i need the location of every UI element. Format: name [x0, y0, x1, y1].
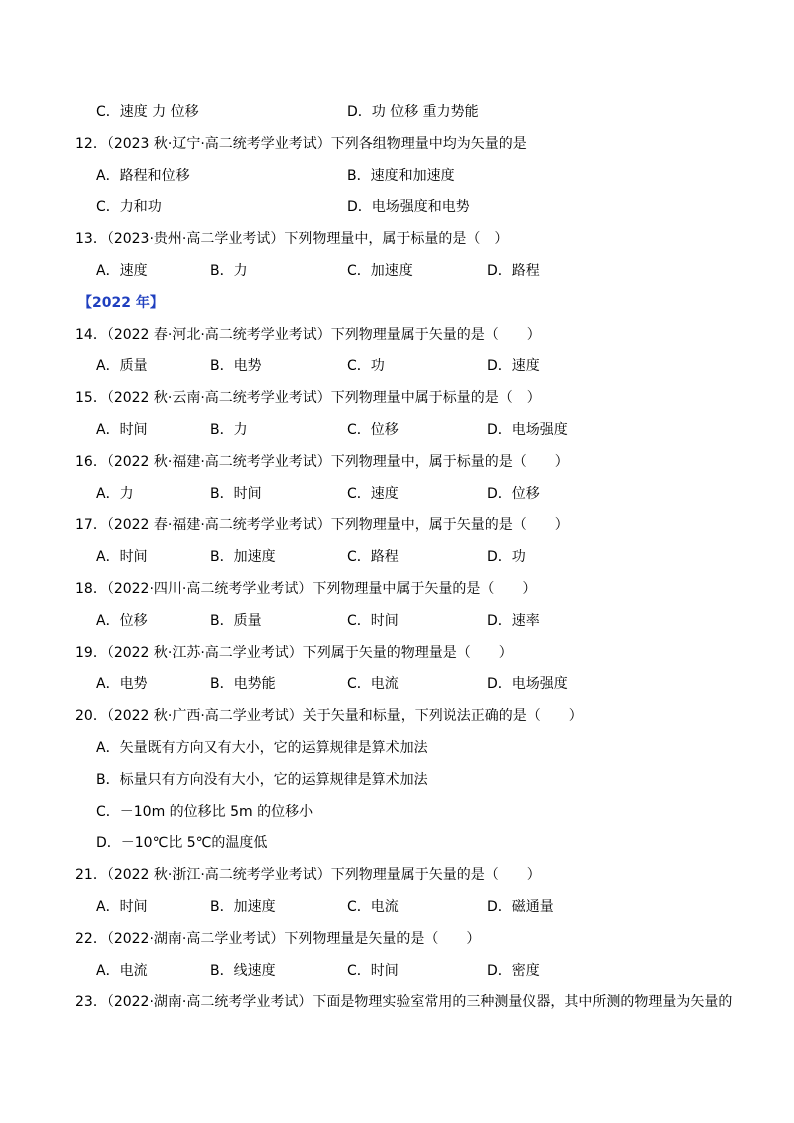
question-text: 15．（2022 秋·云南·高二统考学业考试）下列物理量中属于标量的是（ ）: [75, 390, 541, 406]
answer-option: B．力: [210, 422, 248, 438]
options-row: [0, 485, 794, 503]
question-text: 19．（2022 秋·江苏·高二学业考试）下列属于矢量的物理量是（ ）: [75, 645, 513, 661]
answer-option: B．电势能: [210, 676, 276, 692]
answer-option: A．质量: [96, 358, 148, 374]
answer-option: D．功 位移 重力势能: [347, 104, 479, 120]
options-row: [0, 739, 794, 757]
answer-option: C．加速度: [347, 263, 413, 279]
answer-option: A．时间: [96, 422, 148, 438]
answer-option: C．功: [347, 358, 385, 374]
question-text: 14．（2022 春·河北·高二统考学业考试）下列物理量属于矢量的是（ ）: [75, 327, 541, 343]
answer-option: D．速度: [487, 358, 540, 374]
answer-option: A．位移: [96, 613, 148, 629]
question-text: 17．（2022 春·福建·高二统考学业考试）下列物理量中，属于矢量的是（ ）: [75, 517, 569, 533]
answer-option: D．电场强度: [487, 676, 568, 692]
answer-option: C．－10m 的位移比 5m 的位移小: [96, 804, 314, 820]
options-row: [0, 834, 794, 852]
answer-option: D．电场强度和电势: [347, 199, 470, 215]
answer-option: B．线速度: [210, 963, 276, 979]
answer-option: A．时间: [96, 549, 148, 565]
question-text: 18．（2022·四川·高二统考学业考试）下列物理量中属于矢量的是（ ）: [75, 581, 537, 597]
answer-option: A．速度: [96, 263, 148, 279]
answer-option: B．力: [210, 263, 248, 279]
answer-option: C．电流: [347, 899, 399, 915]
question-text: 13．（2023·贵州·高二学业考试）下列物理量中，属于标量的是（ ）: [75, 231, 509, 247]
answer-option: C．力和功: [96, 199, 162, 215]
answer-option: C．速度 力 位移: [96, 104, 199, 120]
options-row: [0, 612, 794, 630]
answer-option: B．加速度: [210, 549, 276, 565]
answer-option: D．电场强度: [487, 422, 568, 438]
options-row: [0, 421, 794, 439]
answer-option: D．速率: [487, 613, 540, 629]
answer-option: D．－10℃比 5℃的温度低: [96, 835, 268, 851]
question-text: 12．（2023 秋·辽宁·高二统考学业考试）下列各组物理量中均为矢量的是: [75, 136, 527, 152]
question-text: 22．（2022·湖南·高二学业考试）下列物理量是矢量的是（ ）: [75, 931, 481, 947]
question-text: 21．（2022 秋·浙江·高二统考学业考试）下列物理量属于矢量的是（ ）: [75, 867, 541, 883]
options-row: [0, 548, 794, 566]
answer-option: C．时间: [347, 613, 399, 629]
answer-option: B．加速度: [210, 899, 276, 915]
answer-option: A．路程和位移: [96, 168, 190, 184]
answer-option: A．时间: [96, 899, 148, 915]
options-row: [0, 803, 794, 821]
answer-option: A．力: [96, 486, 134, 502]
answer-option: A．矢量既有方向又有大小，它的运算规律是算术加法: [96, 740, 428, 756]
answer-option: C．位移: [347, 422, 399, 438]
answer-option: B．时间: [210, 486, 262, 502]
options-row: [0, 898, 794, 916]
question-text: 20．（2022 秋·广西·高二学业考试）关于矢量和标量，下列说法正确的是（ ）: [75, 708, 583, 724]
answer-option: C．电流: [347, 676, 399, 692]
answer-option: B．质量: [210, 613, 262, 629]
options-row: [0, 262, 794, 280]
answer-option: D．密度: [487, 963, 540, 979]
question-text: 16．（2022 秋·福建·高二统考学业考试）下列物理量中，属于标量的是（ ）: [75, 454, 569, 470]
answer-option: D．路程: [487, 263, 540, 279]
answer-option: D．位移: [487, 486, 540, 502]
answer-option: A．电势: [96, 676, 148, 692]
answer-option: A．电流: [96, 963, 148, 979]
question-text: 23．（2022·湖南·高二统考学业考试）下面是物理实验室常用的三种测量仪器，其中所测的物理量为矢量的: [75, 994, 733, 1010]
answer-option: C．速度: [347, 486, 399, 502]
answer-option: C．时间: [347, 963, 399, 979]
options-row: [0, 962, 794, 980]
options-row: [0, 675, 794, 693]
answer-option: D．磁通量: [487, 899, 554, 915]
options-row: [0, 167, 794, 185]
answer-option: C．路程: [347, 549, 399, 565]
options-row: [0, 771, 794, 789]
options-row: [0, 198, 794, 216]
answer-option: B．速度和加速度: [347, 168, 455, 184]
section-heading: 【2022 年】: [78, 295, 164, 311]
options-row: [0, 103, 794, 121]
answer-option: D．功: [487, 549, 526, 565]
answer-option: B．电势: [210, 358, 262, 374]
answer-option: B．标量只有方向没有大小，它的运算规律是算术加法: [96, 772, 428, 788]
options-row: [0, 357, 794, 375]
